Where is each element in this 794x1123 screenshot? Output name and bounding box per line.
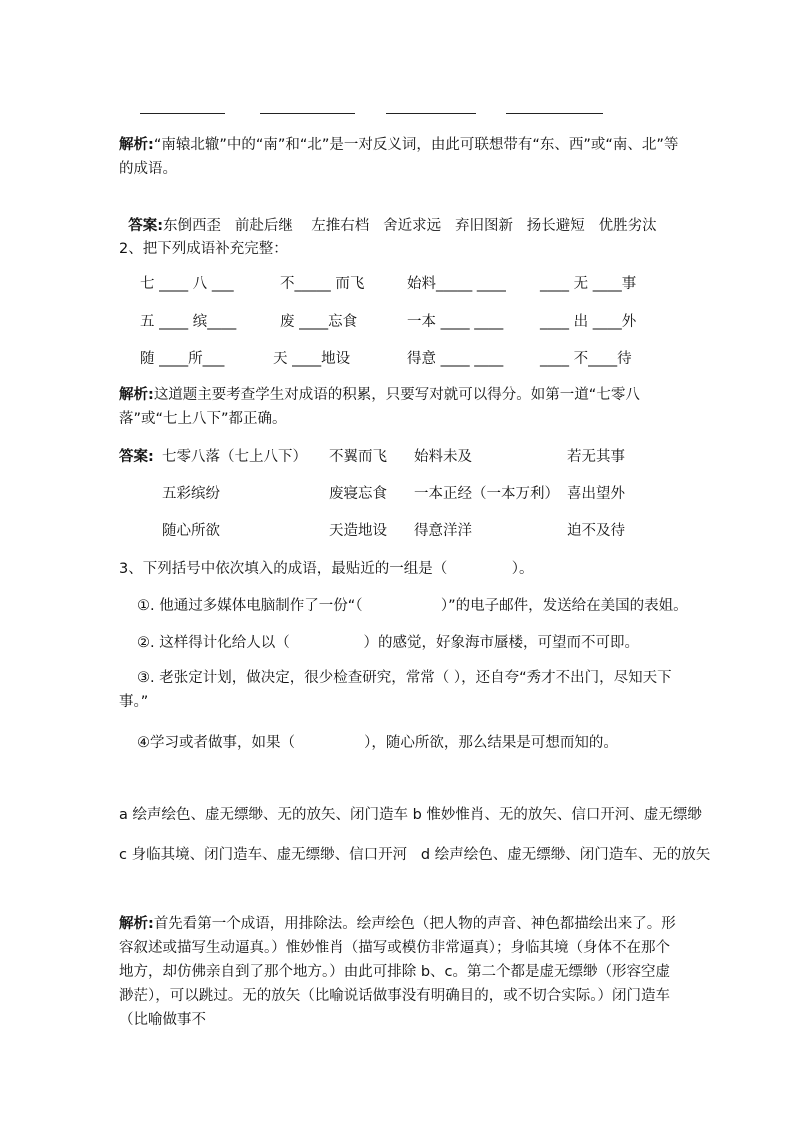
q2-answer: 一本正经（一本万利）: [414, 486, 559, 502]
q3-sentence-4: ④学习或者做事，如果（ ），随心所欲，那么结果是可想而知的。: [137, 735, 618, 751]
analysis-text: 这道题主要考查学生对成语的积累，只要写对就可以得分。如第一道“七零八落”或“七上八下”都正确。: [119, 387, 640, 427]
q2-answer: 始料未及: [414, 449, 472, 465]
q2-title: 2、把下列成语补充完整：: [119, 241, 288, 257]
q2-cell: 废 ____忘食: [280, 314, 358, 330]
q3-options-ab: a 绘声绘色、虚无缥缈、无的放矢、闭门造车 b 惟妙惟肖、无的放矢、信口开河、虚无缥缈: [119, 807, 702, 823]
q2-answer: 不翼而飞: [329, 449, 387, 465]
q2-cell: ____ 不____待: [540, 351, 632, 367]
q2-cell: 得意 ____ ____: [407, 351, 504, 367]
answer-item: 左推右档: [311, 218, 370, 234]
blank-line-1: [140, 113, 225, 114]
analysis-text: “南辕北辙”中的“南”和“北”是一对反义词，由此可联想带有“东、西”或“南、北”等的成语。: [119, 137, 679, 177]
q2-analysis: [119, 383, 679, 431]
q2-cell: 随 ____所___: [140, 351, 225, 367]
analysis-text: 首先看第一个成语，用排除法。绘声绘色（把人物的声音、神色都描绘出来了。形容叙述或描写生动逼真。）惟妙惟肖（描写或模仿非常逼真）；身临其境（身体不在那个地方，却仿佛亲自到了那个地方。）由此可排除 b、c。第二个都是虚无缥缈（形容空虚渺茫），可以跳过。无的放矢（比喻说话做事没有明确目的，或不切合实际。）闭门造车（比喻做事不: [119, 916, 676, 1028]
answer-item: 弃旧图新: [454, 218, 513, 234]
q2-answer: 五彩缤纷: [162, 486, 220, 502]
q2-cell: ____ 出 ____外: [540, 314, 637, 330]
q3-options-cd: c 身临其境、闭门造车、虚无缥缈、信口开河 d 绘声绘色、虚无缥缈、闭门造车、无的放矢: [119, 847, 711, 863]
q2-cell: 始料_____ ____: [407, 276, 506, 292]
q2-answer: 随心所欲: [162, 523, 220, 539]
analysis-label: 解析:: [119, 916, 154, 932]
q2-answer: 若无其事: [567, 449, 625, 465]
q2-cell: 七 ____ 八 ___: [140, 276, 234, 292]
q2-cell: 五 ____ 缤____: [140, 314, 237, 330]
intro-analysis: [119, 133, 679, 181]
q2-answer: 迫不及待: [567, 523, 625, 539]
answer-item: 舍近求远: [383, 218, 442, 234]
q2-cell: ____ 无 ____事: [540, 276, 637, 292]
q2-answer: 废寝忘食: [329, 486, 387, 502]
answer-label: 答案:: [119, 449, 154, 465]
q2-cell: 天 ____地设: [273, 351, 351, 367]
q2-cell: 一本 ____ ____: [407, 314, 504, 330]
q2-answer: 天造地设: [329, 523, 387, 539]
blank-line-2: [260, 113, 355, 114]
answer-item: 优胜劣汰: [598, 218, 657, 234]
q2-cell: 不_____ 而飞: [280, 276, 365, 292]
answer-label: 答案:: [128, 218, 164, 234]
answer-item: 扬长避短: [526, 218, 585, 234]
analysis-label: 解析:: [119, 137, 154, 153]
answer-item: 东倒西歪: [163, 218, 222, 234]
q2-answer: 七零八落（七上八下）: [162, 449, 307, 465]
q3-sentence-1: ①. 他通过多媒体电脑制作了一份“（ ）”的电子邮件，发送给在美国的表姐。: [137, 598, 688, 614]
q2-answer: 得意洋洋: [414, 523, 472, 539]
q3-sentence-3: ③. 老张定计划，做决定，很少检查研究，常常（ ），还自夸“秀才不出门，尽知天下事。”: [119, 670, 672, 710]
answer-item: 前赴后继: [234, 218, 293, 234]
blank-line-4: [506, 113, 603, 114]
q3-sentence-2: ②. 这样得计化给人以（ ）的感觉，好象海市蜃楼，可望而不可即。: [137, 635, 639, 651]
q2-answer: 喜出望外: [567, 486, 625, 502]
q3-title: 3、下列括号中依次填入的成语，最贴近的一组是（ ）。: [119, 561, 534, 577]
blank-line-3: [386, 113, 476, 114]
answer1-row: [119, 198, 657, 235]
q3-analysis: [119, 912, 679, 1032]
analysis-label: 解析:: [119, 387, 154, 403]
